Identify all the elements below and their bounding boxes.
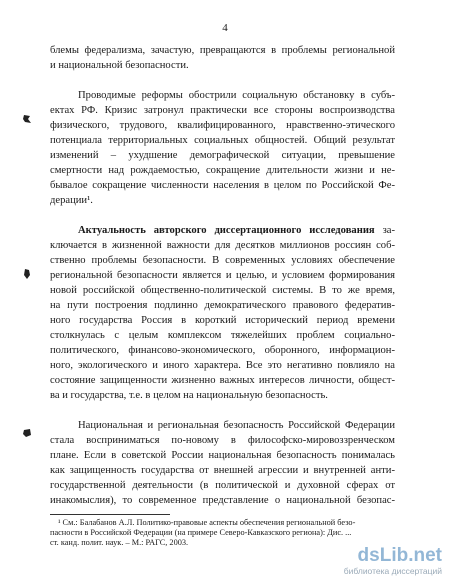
text-line: как защищенность государства от внешней агрессии и внутренней анти- [50,465,395,476]
margin-mark-icon [22,113,32,125]
text-line: ектах РФ. Кризис затронул практически все стороны воспроизводства [50,105,395,116]
text-line: новой российской общественно-политической системы. В то же время, [50,285,395,296]
text-line: Проводимые реформы обострили социальную обстановку в субъ- [78,90,395,101]
text-line: бывалое сокращение численности населения в целом по Российской Фе- [50,180,395,191]
text-line: ного, экологического и иного характера. Все это негативно повлияло на [50,360,395,371]
footnote-line: пасности в Российской Федерации (на примере Северо-Кавказского региона): Дис. ... [50,528,352,537]
text-line: плане. Если в советской России национальная безопасность понималась [50,450,395,461]
watermark-logo: dsLib.net [357,545,442,566]
text-line: физического, трудового, квалифицированного, нравственно-этического [50,120,395,131]
footnote-line: ¹ См.: Балабанов А.Л. Политико-правовые аспекты обеспечения региональной безо- [58,518,356,527]
text-line: политического, финансово-экономического, оборонного, информацион- [50,345,395,356]
footnote-separator [50,514,170,515]
watermark-subtitle: библиотека диссертаций [343,566,442,576]
text-line: потенциала территориальных социальных общностей. Общий результат [50,135,395,146]
text-line: региональной безопасности является и целью, и условием формирования [50,270,395,281]
text-line: ственно проблемы безопасности. В современных условиях обеспечение [50,255,395,266]
text-line: на пути построения подлинно демократического правового федератив- [50,300,395,311]
text-line: дерации¹. [50,195,93,206]
text-line: ва и государства, т.е. в целом на национальную безопасность. [50,390,328,401]
text-line: ключается в жизненной важности для десятков миллионов россиян соб- [50,240,395,251]
text-line: Актуальность авторского диссертационного исследования за- [78,225,395,236]
text-line: блемы федерализма, зачастую, превращаются в проблемы региональной [50,45,395,56]
text-line: ного государства Россия в короткий исторический период времени [50,315,395,326]
text-line: Национальная и региональная безопасность Российской Федерации [78,420,395,431]
text-line: и национальной безопасности. [50,60,189,71]
text-line: изменений – ухудшение демографической ситуации, превышение [50,150,395,161]
text-line: стала восприниматься по-новому в философско-мировоззренческом [50,435,395,446]
text-line: инакомыслия), то современное представление о национальной безопас- [50,495,395,506]
text-line: смертности над рождаемостью, сокращение длительности жизни и не- [50,165,395,176]
margin-mark-icon [22,427,32,439]
text-line: столкнулась с целым комплексом тяжелейших проблем социально- [50,330,395,341]
margin-mark-icon [22,268,32,280]
bold-lead: Актуальность авторского диссертационного исследования [78,225,375,236]
text-line: государственной деятельности (в политической и духовной сферах от [50,480,395,491]
text-line: состояние защищенности жизненно важных интересов личности, общест- [50,375,395,386]
page-number: 4 [222,22,228,34]
watermark [332,546,442,576]
footnote-line: ст. канд. полит. наук. – М.: РАГС, 2003. [50,538,189,547]
